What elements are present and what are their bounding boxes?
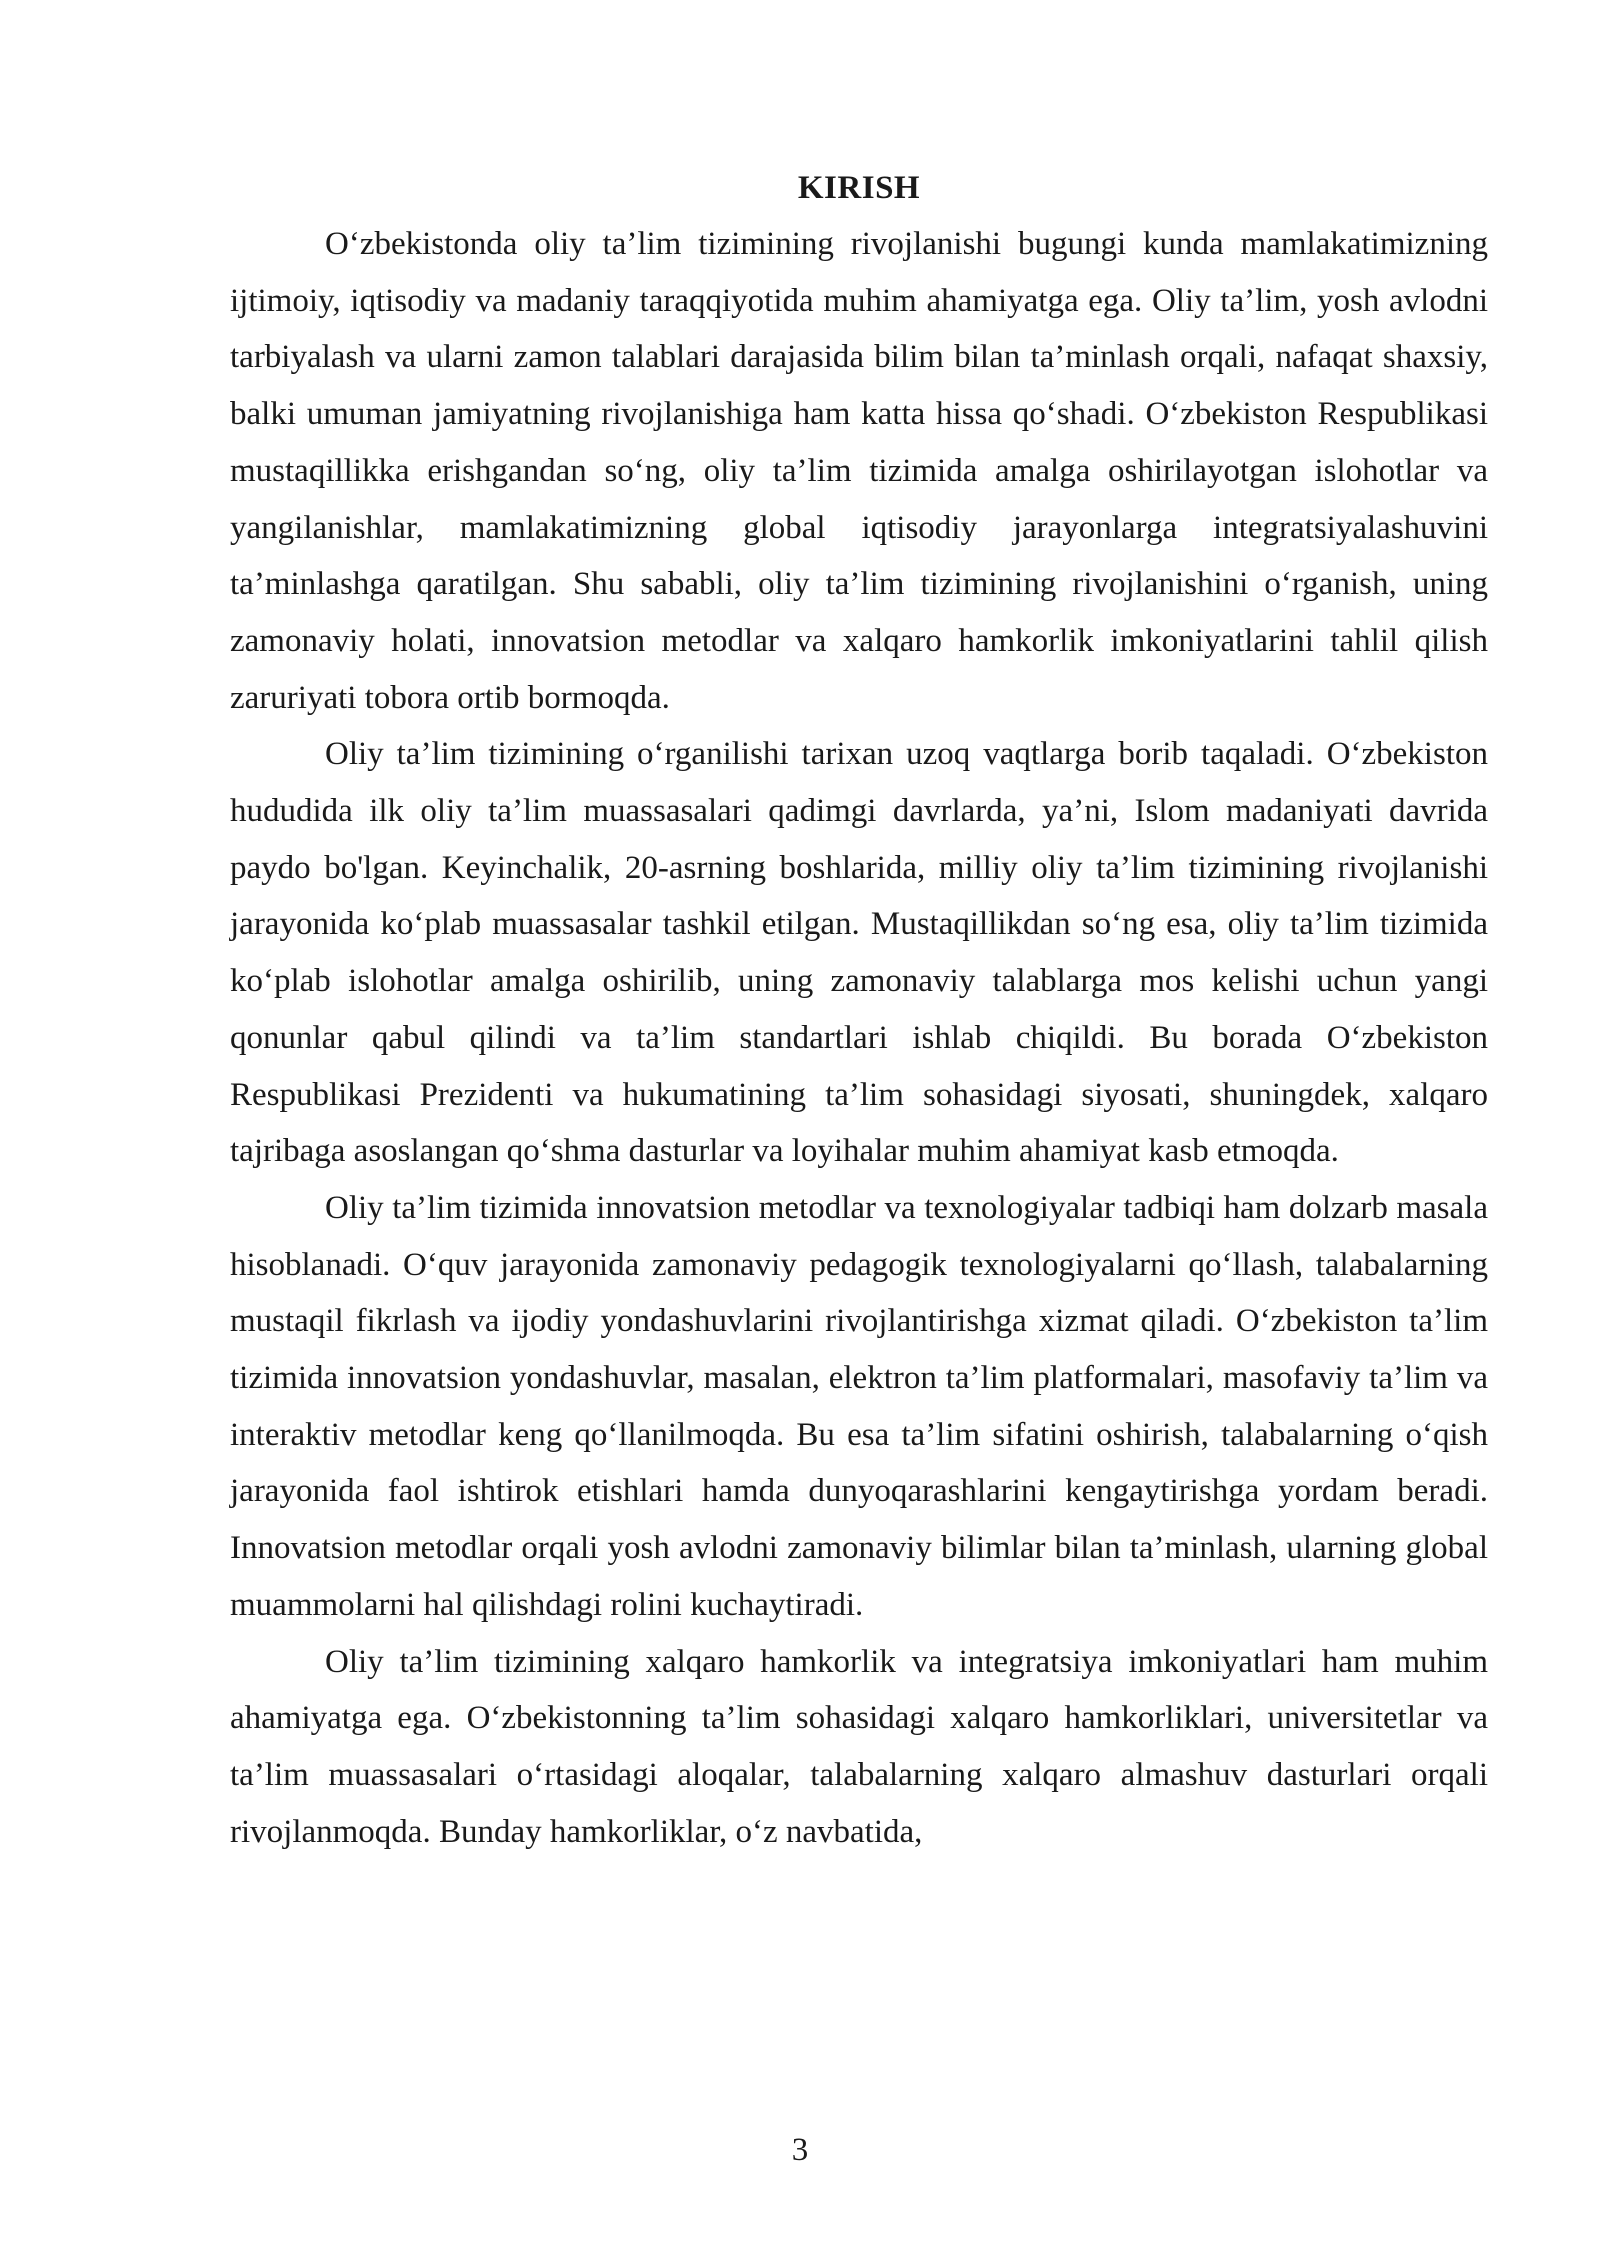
page-content [230, 160, 1488, 1860]
paragraph-4: Oliy ta’lim tizimining xalqaro hamkorlik va integratsiya imkoniyatlari ham muhim ahamiyatga ega. O‘zbekistonning ta’lim sohasidagi xalqaro hamkorliklari, universitetlar va ta’lim muassasalari o‘rtasidagi aloqalar, talabalarning xalqaro almashuv dasturlari orqali rivojlanmoqda. Bunday hamkorliklar, o‘z navbatida, [230, 1643, 1488, 1850]
paragraph-1: O‘zbekistonda oliy ta’lim tizimining rivojlanishi bugungi kunda mamlakatimizning ijtimoiy, iqtisodiy va madaniy taraqqiyotida muhim ahamiyatga ega. Oliy ta’lim, yosh avlodni tarbiyalash va ularni zamon talablari darajasida bilim bilan ta’minlash orqali, nafaqat shaxsiy, balki umuman jamiyatning rivojlanishiga ham katta hissa qo‘shadi. O‘zbekiston Respublikasi mustaqillikka erishgandan so‘ng, oliy ta’lim tizimida amalga oshirilayotgan islohotlar va yangilanishlar, mamlakatimizning global iqtisodiy jarayonlarga integratsiyalashuvini ta’minlashga qaratilgan. Shu sababli, oliy ta’lim tizimining rivojlanishini o‘rganish, uning zamonaviy holati, innovatsion metodlar va xalqaro hamkorlik imkoniyatlarini tahlil qilish zaruriyati tobora ortib bormoqda. [230, 226, 1488, 716]
paragraph-3: Oliy ta’lim tizimida innovatsion metodlar va texnologiyalar tadbiqi ham dolzarb masala hisoblanadi. O‘quv jarayonida zamonaviy pedagogik texnologiyalarni qo‘llash, talabalarning mustaqil fikrlash va ijodiy yondashuvlarini rivojlantirishga xizmat qiladi. O‘zbekiston ta’lim tizimida innovatsion yondashuvlar, masalan, elektron ta’lim platformalari, masofaviy ta’lim va interaktiv metodlar keng qo‘llanilmoqda. Bu esa ta’lim sifatini oshirish, talabalarning o‘qish jarayonida faol ishtirok etishlari hamda dunyoqarashlarini kengaytirishga yordam beradi. Innovatsion metodlar orqali yosh avlodni zamonaviy bilimlar bilan ta’minlash, ularning global muammolarni hal qilishdagi rolini kuchaytiradi. [230, 1189, 1488, 1623]
section-title: KIRISH [797, 170, 921, 206]
paragraph-2: Oliy ta’lim tizimining o‘rganilishi tarixan uzoq vaqtlarga borib taqaladi. O‘zbekiston hududida ilk oliy ta’lim muassasalari qadimgi davrlarda, ya’ni, Islom madaniyati davrida paydo bo'lgan. Keyinchalik, 20-asrning boshlarida, milliy oliy ta’lim tizimining rivojlanishi jarayonida ko‘plab muassasalar tashkil etilgan. Mustaqillikdan so‘ng esa, oliy ta’lim tizimida ko‘plab islohotlar amalga oshirilib, uning zamonaviy talablarga mos kelishi uchun yangi qonunlar qabul qilindi va ta’lim standartlari ishlab chiqildi. Bu borada O‘zbekiston Respublikasi Prezidenti va hukumatining ta’lim sohasidagi siyosati, shuningdek, xalqaro tajribaga asoslangan qo‘shma dasturlar va loyihalar muhim ahamiyat kasb etmoqda. [230, 736, 1488, 1170]
page-number: 3 [791, 2132, 809, 2168]
